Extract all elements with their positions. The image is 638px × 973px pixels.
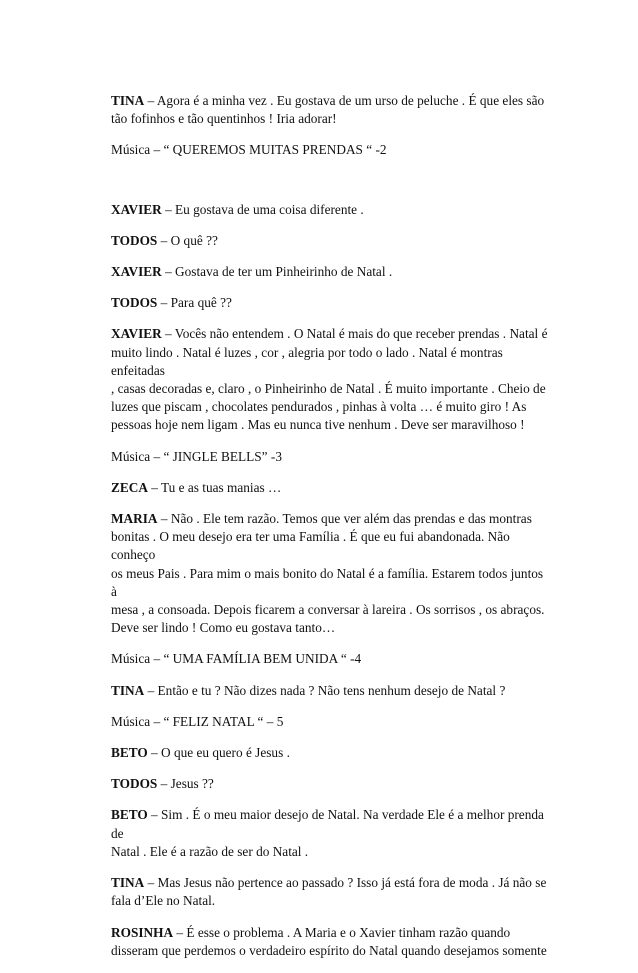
dialogue-paragraph [111,744,551,762]
line: – É esse o problema . A Maria e o Xavier tinham razão quando [176,924,511,940]
script-text [111,92,551,973]
line: , casas decoradas e, claro , o Pinheirinho de Natal . É muito importante . Cheio de [111,381,546,397]
line: – Tu e as tuas manias … [151,479,282,495]
speaker-name: XAVIER [111,264,162,280]
line: Música – “ UMA FAMÍLIA BEM UNIDA “ -4 [111,651,362,667]
line: – O que eu quero é Jesus . [151,745,290,761]
line: – Mas Jesus não pertence ao passado ? Isso já está fora de moda . Já não se [147,875,547,891]
line: – Então e tu ? Não dizes nada ? Não tens nenhum desejo de Natal ? [147,682,506,698]
speaker-name: ROSINHA [111,924,174,940]
dialogue-paragraph [111,682,551,700]
speaker-name: TINA [111,875,145,891]
speaker-name: BETO [111,807,148,823]
speaker-name: XAVIER [111,326,162,342]
speaker-name: TINA [111,93,145,108]
line: Música – “ FELIZ NATAL “ – 5 [111,713,284,729]
music-cue [111,448,551,466]
speaker-name: XAVIER [111,201,162,217]
line: – Eu gostava de uma coisa diferente . [165,201,364,217]
dialogue-paragraph [111,924,551,960]
line: – Agora é a minha vez . Eu gostava de um urso de peluche . É que eles são [147,93,545,108]
dialogue-paragraph [111,263,551,281]
line: Música – “ QUEREMOS MUITAS PRENDAS “ -2 [111,142,387,158]
line: os meus Pais . Para mim o mais bonito do Natal é a família. Estarem todos juntos à [111,565,544,599]
speaker-name: TINA [111,682,145,698]
speaker-name: ZECA [111,479,148,495]
dialogue-paragraph [111,510,551,637]
dialogue-paragraph [111,92,551,128]
speaker-name: TODOS [111,776,158,792]
dialogue-paragraph [111,874,551,910]
line: – Vocês não entendem . O Natal é mais do que receber prendas . Natal é [165,326,548,342]
line: fala d’Ele no Natal. [111,893,216,909]
dialogue-paragraph [111,294,551,312]
line: Música – “ JINGLE BELLS” -3 [111,448,282,464]
line: – Para quê ?? [160,295,232,311]
dialogue-paragraph [111,201,551,219]
speaker-name: BETO [111,745,148,761]
music-cue [111,650,551,668]
speaker-name: TODOS [111,232,158,248]
line: Natal . Ele é a razão de ser do Natal . [111,843,309,859]
music-cue [111,141,551,159]
line: – Jesus ?? [160,776,214,792]
line: luzes que piscam , chocolates pendurados , pinhas à volta … é muito giro ! As [111,399,527,415]
dialogue-paragraph [111,232,551,250]
line: – Gostava de ter um Pinheirinho de Natal . [165,264,393,280]
speaker-name: MARIA [111,511,158,527]
dialogue-paragraph [111,325,551,434]
line: mesa , a consoada. Depois ficarem a conversar à lareira . Os sorrisos , os abraços. [111,602,545,618]
dialogue-paragraph [111,479,551,497]
line: – Não . Ele tem razão. Temos que ver além das prendas e das montras [160,511,532,527]
dialogue-paragraph [111,775,551,793]
line: bonitas . O meu desejo era ter uma Família . É que eu fui abandonada. Não conheço [111,529,510,563]
line: muito lindo . Natal é luzes , cor , alegria por todo o lado . Natal é montras enfeitadas [111,344,503,378]
line: tão fofinhos e tão quentinhos ! Iria adorar! [111,111,337,127]
line: – O quê ?? [160,232,218,248]
speaker-name: TODOS [111,295,158,311]
dialogue-paragraph [111,806,551,861]
line: pessoas hoje nem ligam . Mas eu nunca tive nenhum . Deve ser maravilhoso ! [111,417,525,433]
line: – Sim . É o meu maior desejo de Natal. Na verdade Ele é a melhor prenda de [111,807,544,841]
music-cue [111,713,551,731]
line: disseram que perdemos o verdadeiro espírito do Natal quando desejamos somente [111,942,547,958]
line: Deve ser lindo ! Como eu gostava tanto… [111,620,336,636]
